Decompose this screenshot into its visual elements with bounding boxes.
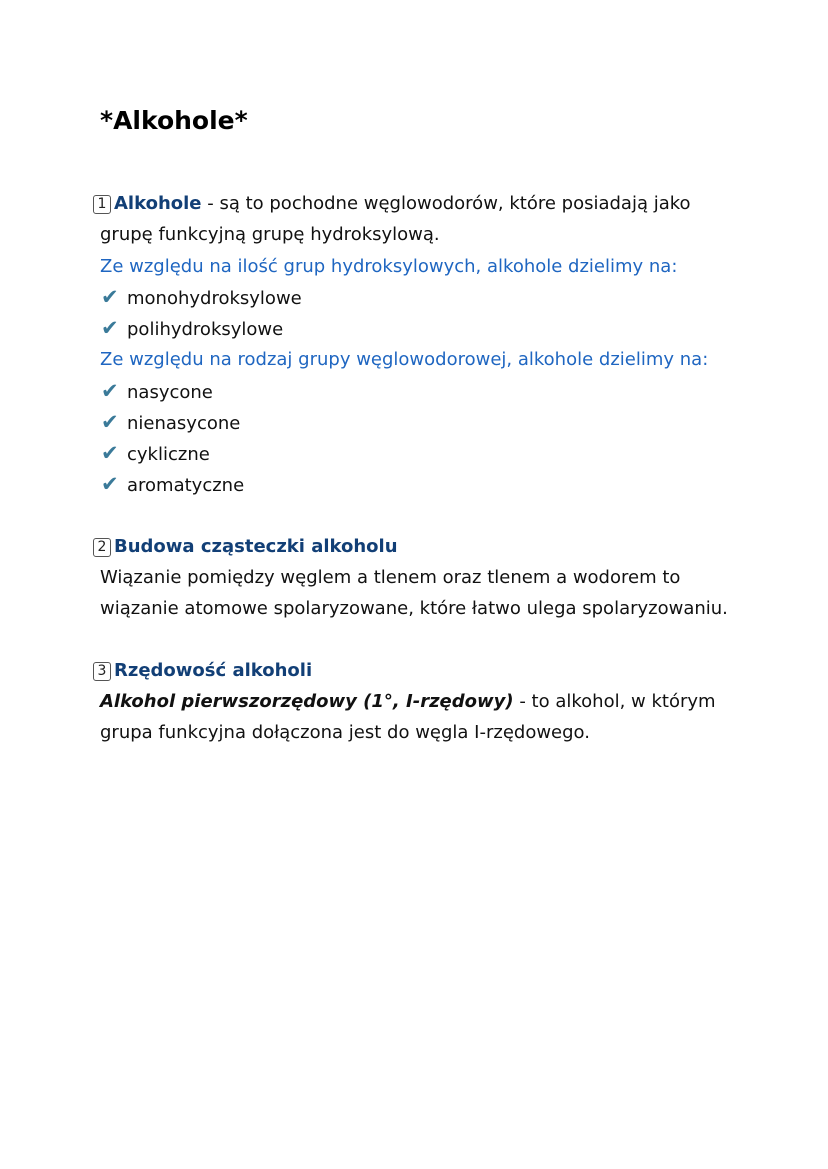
- list-item: [100, 410, 240, 436]
- check-icon: ✔: [101, 379, 119, 403]
- section1-term: Alkohole: [114, 193, 202, 214]
- section3-heading: Rzędowość alkoholi: [114, 660, 313, 681]
- section1-number-badge: 1: [93, 195, 111, 214]
- section3-number-badge: 3: [93, 662, 111, 681]
- section1-definition-line1: [97, 192, 691, 216]
- check-icon: ✔: [101, 410, 119, 434]
- list-item-label: aromatyczne: [127, 475, 245, 496]
- list-item-label: polihydroksylowe: [127, 319, 284, 340]
- list-item-label: nienasycone: [127, 413, 241, 434]
- section3-term: Alkohol pierwszorzędowy (1°, I-rzędowy): [100, 691, 514, 712]
- section2-heading-line: [97, 535, 398, 559]
- list-item-label: monohydroksylowe: [127, 288, 302, 309]
- classification1-heading: Ze względu na ilość grup hydroksylowych, alkohole dzielimy na:: [100, 256, 678, 277]
- check-icon: ✔: [101, 472, 119, 496]
- check-icon: ✔: [101, 316, 119, 340]
- section3-text-part1: - to alkohol, w którym: [513, 691, 716, 712]
- check-icon: ✔: [101, 285, 119, 309]
- section2-heading: Budowa cząsteczki alkoholu: [114, 536, 398, 557]
- section3-text-line1: [100, 690, 716, 714]
- list-item: [100, 472, 244, 498]
- section2-text-line1: Wiązanie pomiędzy węglem a tlenem oraz tlenem a wodorem to: [100, 567, 681, 588]
- section3-heading-line: [97, 659, 313, 683]
- list-item: [100, 316, 283, 342]
- check-icon: ✔: [101, 441, 119, 465]
- section1-definition-line2: grupę funkcyjną grupę hydroksylową.: [100, 224, 440, 245]
- section3-text-line2: grupa funkcyjna dołączona jest do węgla I-rzędowego.: [100, 722, 590, 743]
- section2-number-badge: 2: [93, 538, 111, 557]
- list-item: [100, 285, 302, 311]
- section2-text-line2: wiązanie atomowe spolaryzowane, które łatwo ulega spolaryzowaniu.: [100, 598, 728, 619]
- list-item-label: nasycone: [127, 382, 213, 403]
- list-item: [100, 379, 213, 405]
- list-item-label: cykliczne: [127, 444, 210, 465]
- section1-definition-part1: - są to pochodne węglowodorów, które posiadają jako: [201, 193, 691, 214]
- page-title: *Alkohole*: [100, 106, 248, 135]
- classification2-heading: Ze względu na rodzaj grupy węglowodorowej, alkohole dzielimy na:: [100, 349, 709, 370]
- list-item: [100, 441, 210, 467]
